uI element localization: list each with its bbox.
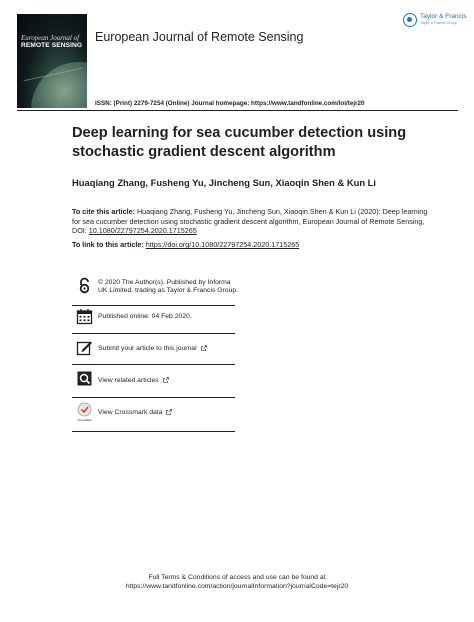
info-divider-2 bbox=[72, 333, 235, 334]
article-authors: Huaqiang Zhang, Fusheng Yu, Jincheng Sun, Xiaoqin Shen & Kun Li bbox=[72, 177, 377, 188]
crossmark-icon-text: CrossMark bbox=[77, 417, 92, 422]
external-link-icon bbox=[201, 345, 207, 351]
article-doi-url[interactable]: https://doi.org/10.1080/22797254.2020.1715265 bbox=[145, 240, 300, 249]
related-articles-icon bbox=[76, 370, 93, 387]
link-label: To link to this article: bbox=[72, 240, 144, 249]
footer-terms-text: Full Terms & Conditions of access and use can be found at bbox=[148, 574, 326, 581]
cover-title-line1: European Journal of bbox=[21, 34, 80, 42]
open-access-icon bbox=[76, 277, 93, 294]
info-divider-1 bbox=[72, 305, 235, 306]
published-date: Published online: 04 Feb 2020. bbox=[98, 313, 192, 320]
open-access-notice: © 2020 The Author(s). Published by Informa UK Limited, trading as Taylor & Francis Group. bbox=[98, 279, 239, 294]
article-title: Deep learning for sea cucumber detection using stochastic gradient descent algorithm bbox=[72, 125, 407, 160]
article-link-line bbox=[72, 240, 299, 249]
info-divider-4 bbox=[72, 397, 235, 398]
crossmark-icon bbox=[76, 402, 93, 422]
journal-cover-image bbox=[17, 14, 87, 108]
external-link-icon bbox=[163, 377, 169, 383]
calendar-icon bbox=[76, 308, 93, 325]
footer-terms-url[interactable]: https://www.tandfonline.com/action/journalInformation?journalCode=tejr20 bbox=[125, 583, 349, 590]
journal-title: European Journal of Remote Sensing bbox=[95, 30, 304, 44]
citation-block bbox=[72, 207, 432, 236]
submit-article-link[interactable] bbox=[98, 345, 240, 353]
info-divider-3 bbox=[72, 364, 235, 365]
journal-issn-homepage[interactable]: ISSN: (Print) 2279-7254 (Online) Journal homepage: https://www.tandfonline.com/loi/tejr20 bbox=[95, 100, 365, 107]
crossmark-link[interactable] bbox=[98, 409, 240, 417]
publisher-name: Taylor & Francis bbox=[420, 13, 467, 20]
citation-text: Huaqiang Zhang, Fusheng Yu, Jincheng Sun, Xiaoqin Shen & Kun Li (2020): Deep learning for sea cucumber detection using stochastic gradient descent algorithm, European Journal of Remote Sensing, DOI: bbox=[72, 207, 428, 236]
info-divider-5 bbox=[72, 431, 235, 432]
submit-article-label: Submit your article to this journal bbox=[98, 345, 197, 352]
publisher-logo-icon bbox=[403, 13, 417, 27]
publisher-tagline: Taylor & Francis Group bbox=[420, 21, 457, 25]
header-divider bbox=[17, 110, 458, 111]
related-articles-label: View related articles bbox=[98, 377, 159, 384]
related-articles-link[interactable] bbox=[98, 377, 240, 385]
external-link-icon bbox=[166, 409, 172, 415]
cover-title-line2: REMOTE SENSING bbox=[21, 42, 83, 49]
crossmark-label: View Crossmark data bbox=[98, 409, 163, 416]
edit-icon bbox=[76, 339, 93, 356]
citation-label: To cite this article: bbox=[72, 207, 135, 216]
citation-doi-link[interactable]: 10.1080/22797254.2020.1715265 bbox=[88, 226, 197, 236]
